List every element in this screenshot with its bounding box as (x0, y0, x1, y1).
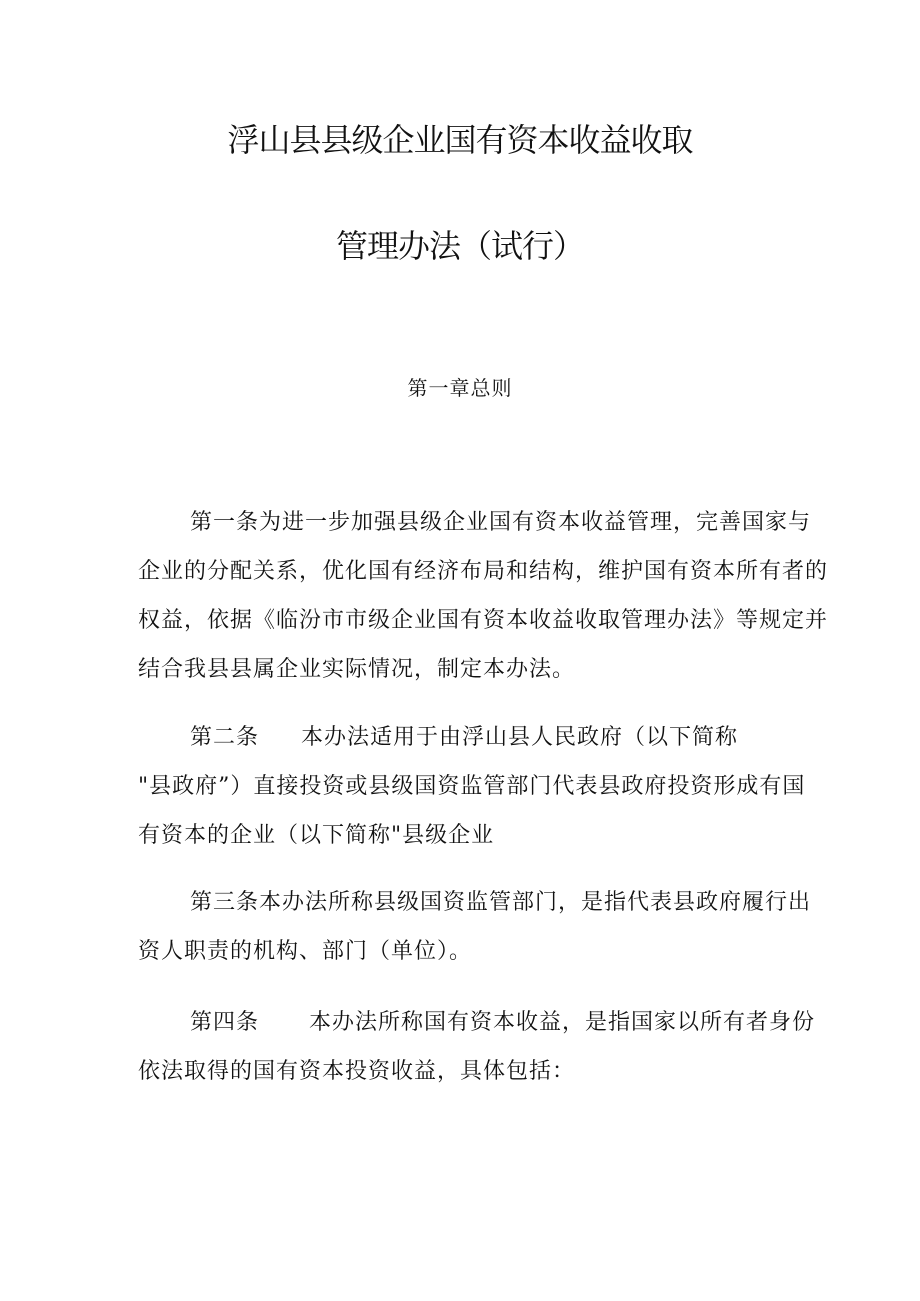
document-title-line-2: 管理办法（试行） (335, 227, 584, 265)
article-2-line-3: 有资本的企业（以下简称"县级企业 (138, 823, 495, 848)
article-4-line-1: 本办法所称国有资本收益，是指国家以所有者身份 (309, 1010, 816, 1035)
article-2-label: 第二条 (190, 725, 260, 750)
article-2-first-line (190, 723, 790, 753)
article-1-line-1: 第一条为进一步加强县级企业国有资本收益管理，完善国家与 (190, 510, 812, 535)
article-4-line-2: 依法取得的国有资本投资收益，具体包括： (138, 1059, 576, 1084)
article-4-first-line (190, 1008, 816, 1038)
article-1-line-4: 结合我县县属企业实际情况，制定本办法。 (138, 657, 576, 682)
document-title-line-1: 浮山县县级企业国有资本收益收取 (227, 121, 693, 159)
article-2-line-1: 本办法适用于由浮山县人民政府（以下简称 (301, 725, 739, 750)
article-3-line-1: 第三条本办法所称县级国资监管部门，是指代表县政府履行出 (190, 890, 812, 915)
article-3-line-2: 资人职责的机构、部门（单位）。 (138, 939, 473, 964)
article-1-line-3: 权益，依据《临汾市市级企业国有资本收益收取管理办法》等规定并 (138, 608, 829, 633)
chapter-heading: 第一章总则 (407, 376, 513, 400)
article-1-line-2: 企业的分配关系，优化国有经济布局和结构，维护国有资本所有者的 (138, 559, 829, 584)
article-4-label: 第四条 (190, 1010, 260, 1035)
article-2-line-2: "县政府”）直接投资或县级国资监管部门代表县政府投资形成有国 (138, 774, 806, 799)
